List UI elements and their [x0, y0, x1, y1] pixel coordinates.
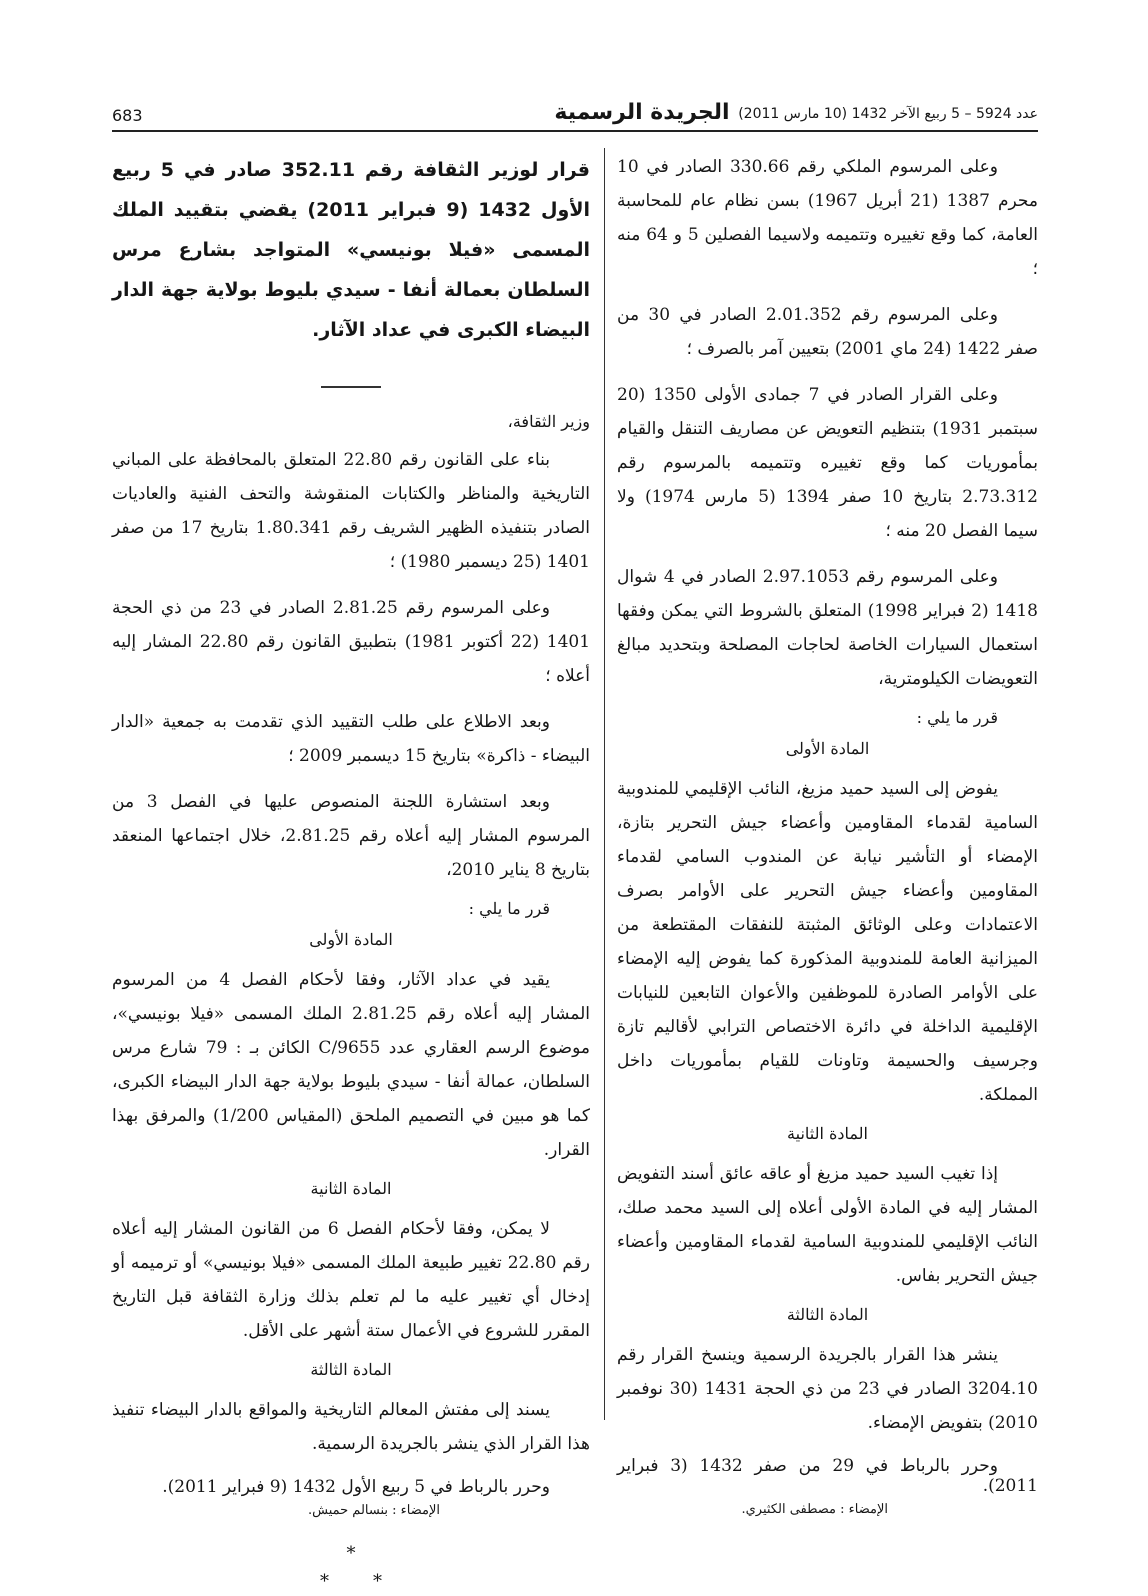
page-number: 683	[112, 106, 143, 125]
article-text: يسند إلى مفتش المعالم التاريخية والمواقع بالدار البيضاء تنفيذ هذا القرار الذي ينشر بالجريدة الرسمية.	[112, 1400, 590, 1454]
decree-title: قرار لوزير الثقافة رقم 352.11 صادر في 5 ربيع الأول 1432 (9 فبراير 2011) يقضي بتقييد الملك المسمى «فيلا بونيسي» المتواجد بشارع مرس السلطان بعمالة أنفا - سيدي بليوط بولاية جهة الدار البيضاء الكبرى في عداد الآثار.	[112, 159, 590, 341]
decides-line: قرر ما يلي :	[468, 899, 550, 918]
recital-paragraph: وعلى المرسوم رقم 2.97.1053 الصادر في 4 شوال 1418 (2 فبراير 1998) المتعلق بالشروط التي يمكن وفقها استعمال السيارات الخاصة لحاجات المصلحة وبتحديد مبالغ التعويضات الكيلومترية،	[617, 567, 1038, 689]
star-mark: *	[320, 1571, 329, 1592]
issue-date-line: وحرر بالرباط في 29 من صفر 1432 (3 فبراير 2011).	[617, 1456, 1038, 1496]
article-text: ينشر هذا القرار بالجريدة الرسمية وينسخ القرار رقم 3204.10 الصادر في 23 من ذي الحجة 1431 (30 نوفمبر 2010) بتفويض الإمضاء.	[617, 1345, 1038, 1433]
recital-paragraph: وعلى المرسوم الملكي رقم 330.66 الصادر في 10 محرم 1387 (21 أبريل 1967) بسن نظام عام للمحاسبة العامة، كما وقع تغييره وتتميمه ولاسيما الفصلين 5 و 64 منه ؛	[617, 157, 1039, 279]
article-text: إذا تغيب السيد حميد مزيغ أو عاقه عائق أسند التفويض المشار إليه في المادة الأولى أعلاه إلى السيد محمد صلك، النائب الإقليمي للمندوبية السامية لقدماء المقاومين وأعضاء جيش التحرير بفاس.	[617, 1164, 1038, 1286]
recital-paragraph: وبعد استشارة اللجنة المنصوص عليها في الفصل 3 من المرسوم المشار إليه أعلاه رقم 2.81.25، خلال اجتماعها المنعقد بتاريخ 8 يناير 2010،	[112, 792, 590, 880]
column-divider	[604, 148, 605, 1420]
header-rule	[112, 130, 1038, 132]
title-separator	[321, 386, 381, 388]
recital-paragraph: بناء على القانون رقم 22.80 المتعلق بالمحافظة على المباني التاريخية والمناظر والكتابات المنقوشة والتحف الفنية والعاديات الصادر بتنفيذه الظهير الشريف رقم 1.80.341 بتاريخ 17 من صفر 1401 (25 ديسمبر 1980) ؛	[112, 450, 591, 572]
signature-line: الإمضاء : مصطفى الكثيري.	[741, 1502, 888, 1517]
left-column	[112, 150, 590, 1596]
recital-paragraph: وعلى المرسوم رقم 2.01.352 الصادر في 30 من صفر 1422 (24 ماي 2001) بتعيين آمر بالصرف ؛	[617, 305, 1038, 359]
star-separator	[112, 1540, 590, 1568]
journal-title: الجريدة الرسمية	[554, 100, 730, 125]
recital-paragraph: وبعد الاطلاع على طلب التقييد الذي تقدمت به جمعية «الدار البيضاء - ذاكرة» بتاريخ 15 ديسمبر 2009 ؛	[112, 712, 590, 766]
article-heading: المادة الثالثة	[310, 1360, 392, 1379]
article-heading: المادة الثالثة	[786, 1305, 869, 1324]
star-mark: *	[373, 1571, 382, 1592]
article-text: يقيد في عداد الآثار، وفقا لأحكام الفصل 4 من المرسوم المشار إليه أعلاه رقم 2.81.25 الملك المسمى «فيلا بونيسي»، موضوع الرسم العقاري عدد 9655/C الكائن بـ : 79 شارع مرس السلطان، عمالة أنفا - سيدي بليوط بولاية جهة الدار البيضاء الكبرى، كما هو مبين في التصميم الملحق (المقياس 1/200) والمرفق بهذا القرار.	[112, 970, 591, 1160]
article-heading: المادة الثانية	[787, 1124, 868, 1143]
recital-paragraph: وعلى المرسوم رقم 2.81.25 الصادر في 23 من ذي الحجة 1401 (22 أكتوبر 1981) بتطبيق القانون رقم 22.80 المشار إليه أعلاه ؛	[112, 598, 591, 686]
star-separator	[112, 1568, 590, 1596]
article-heading: المادة الأولى	[785, 739, 870, 758]
right-column	[617, 150, 1038, 1517]
issue-line: عدد 5924 – 5 ربيع الآخر 1432 (10 مارس 2011)	[738, 106, 1038, 122]
recital-paragraph: وعلى القرار الصادر في 7 جمادى الأولى 1350 (20 سبتمبر 1931) بتنظيم التعويض عن مصاريف التنقل والقيام بمأموريات كما وقع تغييره وتتميمه بالمرسوم رقم 2.73.312 بتاريخ 10 صفر 1394 (5 مارس 1974) ولا سيما الفصل 20 منه ؛	[617, 385, 1038, 541]
article-text: لا يمكن، وفقا لأحكام الفصل 6 من القانون المشار إليه أعلاه رقم 22.80 تغيير طبيعة الملك المسمى «فيلا بونيسي» أو ترميمه أو إدخال أي تغيير عليه ما لم تعلم بذلك وزارة الثقافة قبل التاريخ المقرر للشروع في الأعمال ستة أشهر على الأقل.	[112, 1219, 590, 1341]
page-header	[112, 100, 1038, 130]
article-heading: المادة الثانية	[310, 1179, 392, 1198]
article-heading: المادة الأولى	[309, 930, 393, 949]
decides-line: قرر ما يلي :	[916, 708, 998, 727]
issue-date-line: وحرر بالرباط في 5 ربيع الأول 1432 (9 فبراير 2011).	[162, 1477, 550, 1497]
article-text: يفوض إلى السيد حميد مزيغ، النائب الإقليمي للمندوبية السامية لقدماء المقاومين وأعضاء جيش التحرير بتازة، الإمضاء أو التأشير نيابة عن المندوب السامي لقدماء المقاومين وأعضاء جيش التحرير على الأوامر بصرف الاعتمادات وعلى الوثائق المثبتة للنفقات المقتطعة من الميزانية العامة للمندوبية المذكورة كما يفوض إليه الإمضاء على الأوامر الصادرة للموظفين والأعوان التابعين للنيابات الإقليمية الداخلة في دائرة الاختصاص الترابي لأقاليم تازة وجرسيف والحسيمة وتاونات للقيام بمأموريات داخل المملكة.	[617, 779, 1038, 1105]
signature-line: الإمضاء : بنسالم حميش.	[307, 1503, 440, 1518]
star-mark: *	[346, 1543, 356, 1564]
minister-line: وزير الثقافة،	[507, 412, 590, 431]
